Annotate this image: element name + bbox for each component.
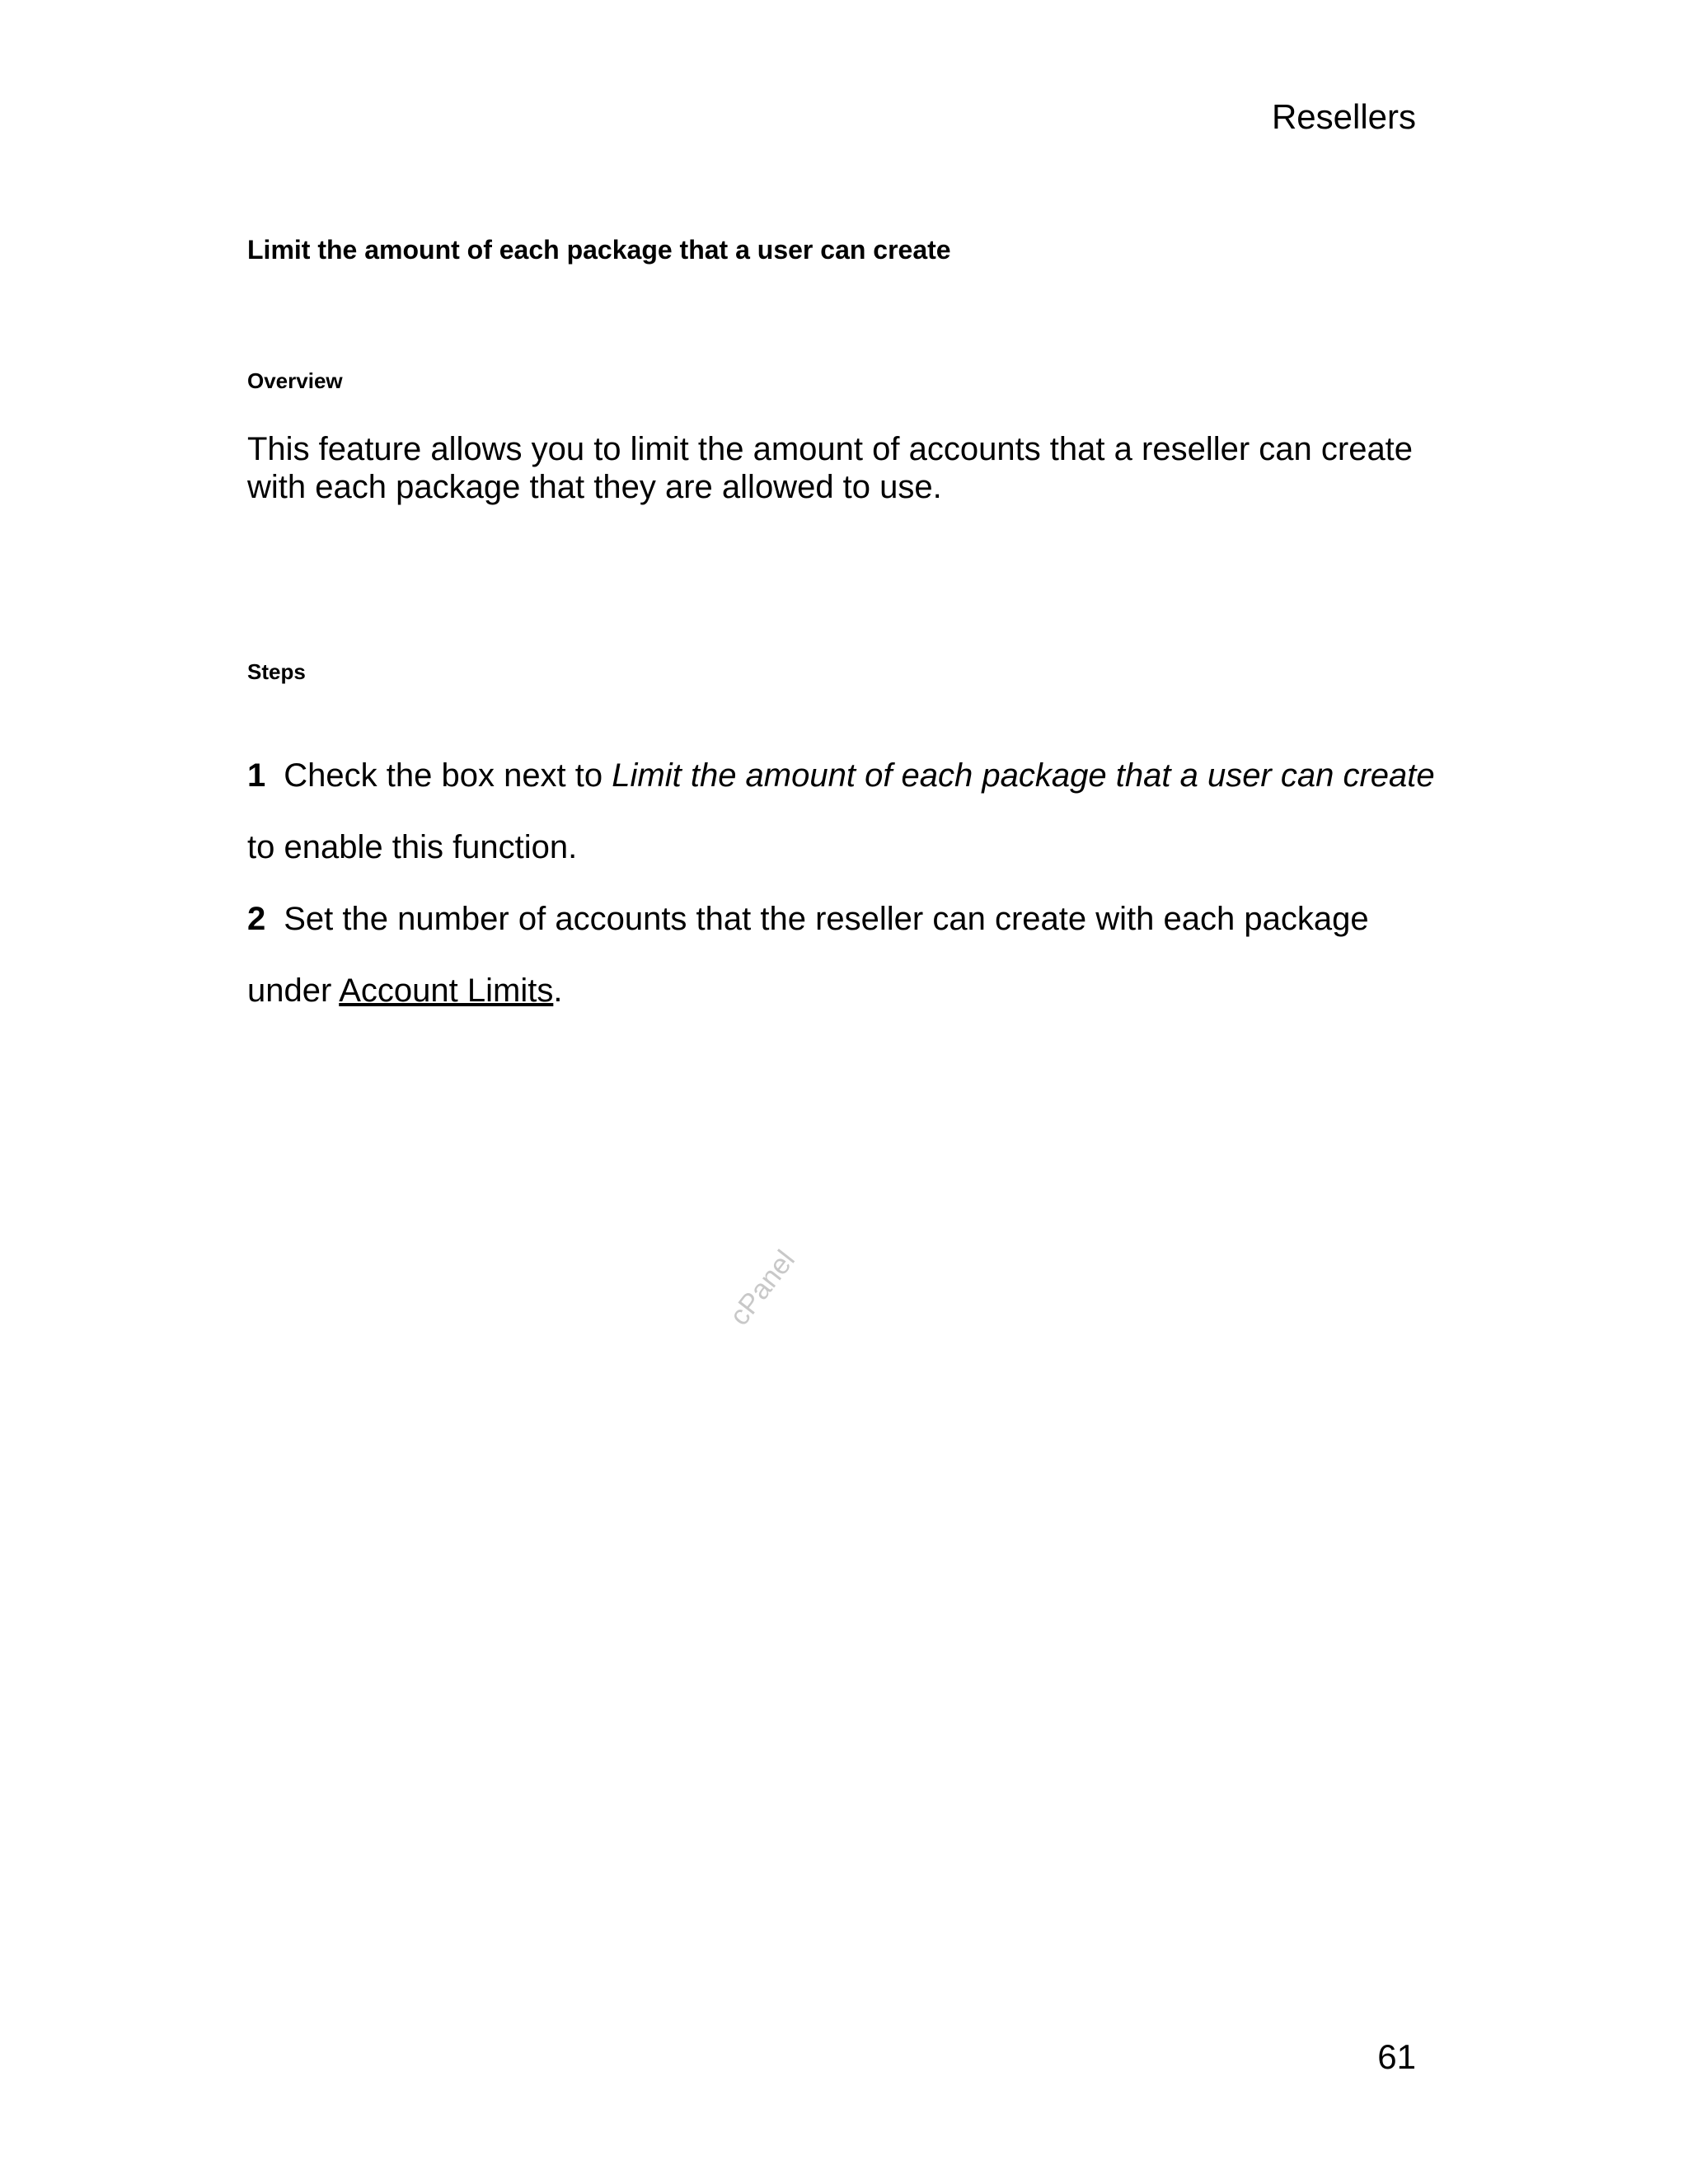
step-item (247, 883, 1451, 1027)
overview-heading: Overview (247, 368, 343, 393)
step-emphasis: Limit the amount of each package that a user can create (612, 757, 1435, 794)
step-text: Check the box next to (284, 757, 612, 794)
step-number: 2 (247, 901, 266, 937)
overview-paragraph: This feature allows you to limit the amount of accounts that a reseller can create with each package that they are allowed to use. (247, 431, 1414, 505)
section-title: Limit the amount of each package that a user can create (247, 235, 951, 265)
step-number: 1 (247, 757, 266, 794)
watermark: cPanel (724, 1244, 801, 1332)
account-limits-link[interactable]: Account Limits (339, 972, 554, 1009)
page-number: 61 (1377, 2037, 1416, 2076)
steps-list (247, 740, 1451, 1027)
step-item (247, 740, 1451, 883)
running-header: Resellers (1271, 97, 1416, 136)
steps-heading: Steps (247, 659, 306, 684)
step-text-end: to enable this function. (247, 829, 578, 865)
step-text: Set the number of accounts that the reseller can create with each package under (247, 901, 1369, 1009)
step-text-end: . (553, 972, 563, 1009)
